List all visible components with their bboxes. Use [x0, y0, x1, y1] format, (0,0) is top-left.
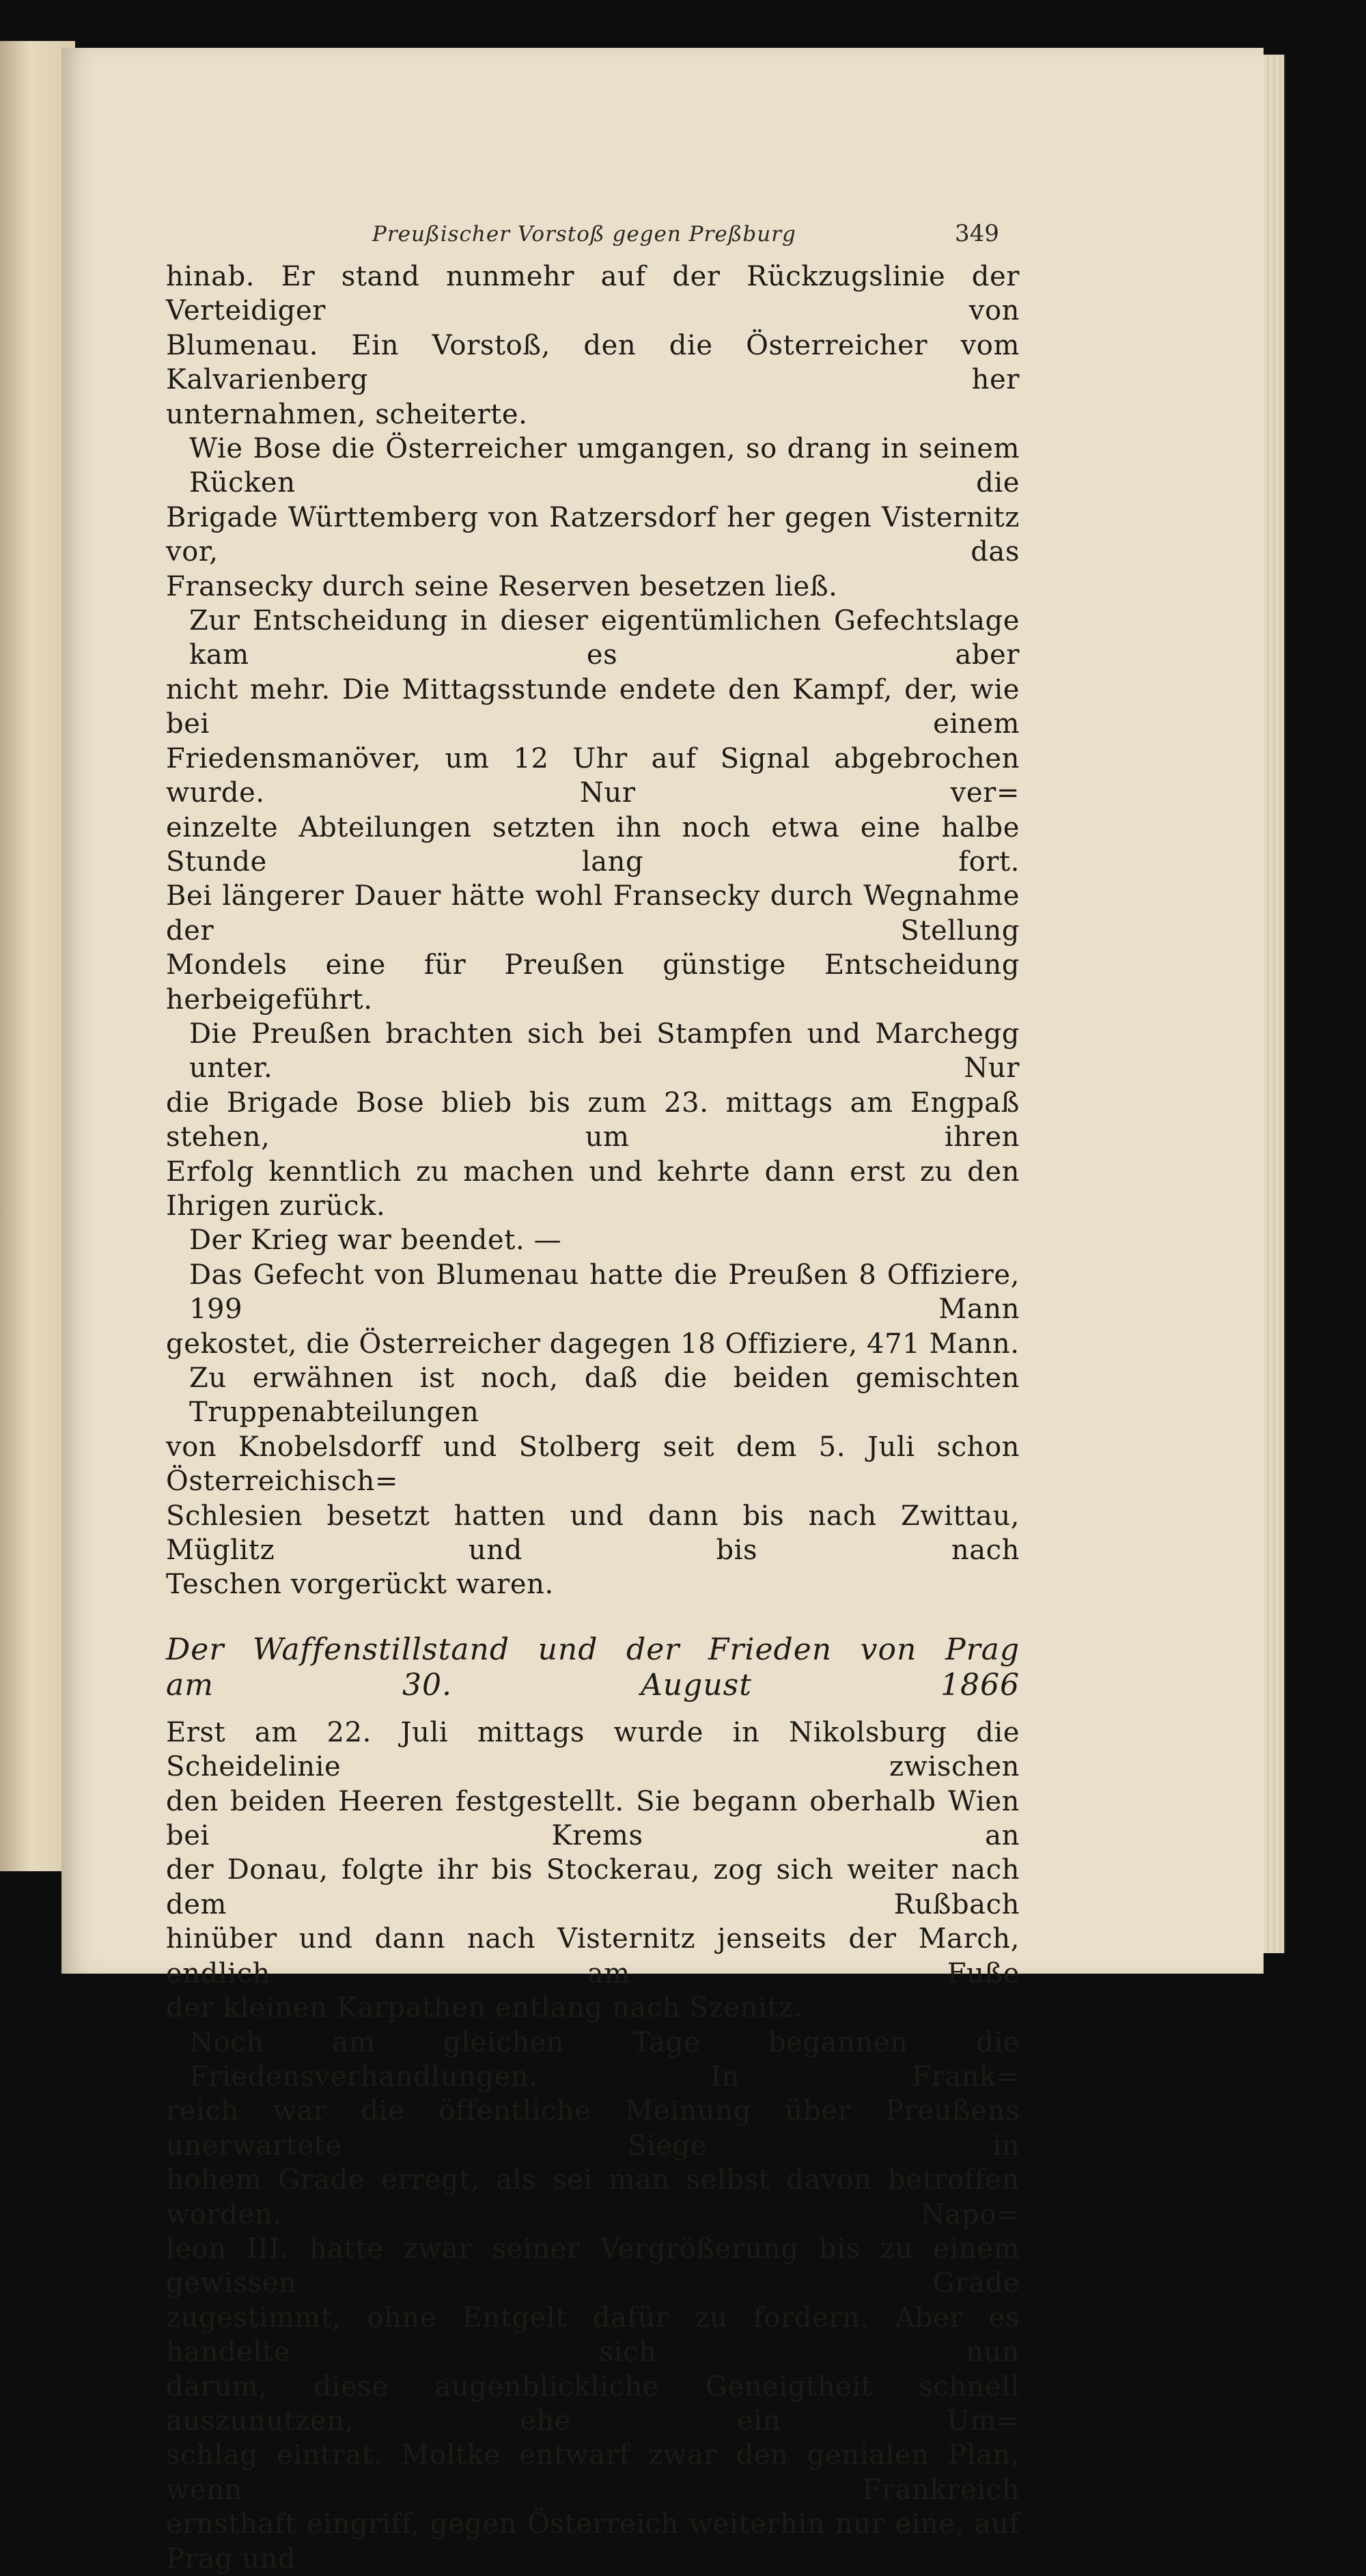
paragraph	[166, 432, 1020, 604]
text-line: gekostet, die Österreicher dagegen 18 Offiziere, 471 Mann.	[166, 1327, 1020, 1361]
section-heading-line-2: am 30. August 1866	[166, 1668, 1020, 1703]
paragraph	[166, 604, 1020, 1017]
text-line: Erfolg kenntlich zu machen und kehrte dann erst zu den Ihrigen zurück.	[166, 1155, 1020, 1224]
paragraph	[166, 2026, 1020, 2576]
paragraph	[166, 1258, 1020, 1361]
text-line: Friedensmanöver, um 12 Uhr auf Signal abgebrochen wurde. Nur ver=	[166, 742, 1020, 811]
text-line: Zur Entscheidung in dieser eigentümlichen Gefechtslage kam es aber	[166, 604, 1020, 673]
text-line: der kleinen Karpathen entlang nach Szenitz.	[166, 1991, 1020, 2025]
text-line: Erst am 22. Juli mittags wurde in Nikolsburg die Scheidelinie zwischen	[166, 1716, 1020, 1784]
text-line: von Knobelsdorff und Stolberg seit dem 5. Juli schon Österreichisch=	[166, 1430, 1020, 1499]
text-line: Brigade Württemberg von Ratzersdorf her gegen Visternitz vor, das	[166, 501, 1020, 570]
text-line: reich war die öffentliche Meinung über Preußens unerwartete Siege in	[166, 2094, 1020, 2163]
text-line: der Donau, folgte ihr bis Stockerau, zog sich weiter nach dem Rußbach	[166, 1853, 1020, 1922]
text-line: darum, diese augenblickliche Geneigtheit schnell auszunutzen, ehe ein Um=	[166, 2370, 1020, 2439]
running-title: Preußischer Vorstoß gegen Preßburg	[372, 222, 796, 247]
paragraph	[166, 1223, 1020, 1257]
text-line: Mondels eine für Preußen günstige Entscheidung herbeigeführt.	[166, 948, 1020, 1017]
paragraph	[166, 260, 1020, 432]
section-two	[166, 1716, 1020, 2576]
text-line: ernsthaft eingriff, gegen Österreich weiterhin nur eine, auf Prag und	[166, 2507, 1020, 2576]
text-line: hinüber und dann nach Visternitz jenseits der March, endlich am Fuße	[166, 1922, 1020, 1991]
text-line: den beiden Heeren festgestellt. Sie begann oberhalb Wien bei Krems an	[166, 1784, 1020, 1853]
text-line: Fransecky durch seine Reserven besetzen ließ.	[166, 570, 1020, 604]
text-line: die Brigade Bose blieb bis zum 23. mittags am Engpaß stehen, um ihren	[166, 1086, 1020, 1155]
text-line: hinab. Er stand nunmehr auf der Rückzugslinie der Verteidiger von	[166, 260, 1020, 328]
paragraph	[166, 1716, 1020, 2026]
text-line: hohem Grade erregt, als sei man selbst davon betroffen worden. Napo=	[166, 2163, 1020, 2232]
section-one	[166, 260, 1020, 1602]
text-line: Schlesien besetzt hatten und dann bis nach Zwittau, Müglitz und bis nach	[166, 1499, 1020, 1568]
section-heading	[166, 1632, 1020, 1703]
text-line: Bei längerer Dauer hätte wohl Fransecky durch Wegnahme der Stellung	[166, 879, 1020, 948]
text-line: schlag eintrat. Moltke entwarf zwar den genialen Plan, wenn Frankreich	[166, 2438, 1020, 2507]
paragraph	[166, 1017, 1020, 1223]
text-line: Die Preußen brachten sich bei Stampfen und Marchegg unter. Nur	[166, 1017, 1020, 1086]
text-line: Zu erwähnen ist noch, daß die beiden gemischten Truppenabteilungen	[166, 1361, 1020, 1430]
text-line: Das Gefecht von Blumenau hatte die Preußen 8 Offiziere, 199 Mann	[166, 1258, 1020, 1327]
text-line: Noch am gleichen Tage begannen die Friedensverhandlungen. In Frank=	[166, 2026, 1020, 2095]
text-line: einzelte Abteilungen setzten ihn noch etwa eine halbe Stunde lang fort.	[166, 811, 1020, 880]
text-line: nicht mehr. Die Mittagsstunde endete den Kampf, der, wie bei einem	[166, 673, 1020, 742]
text-line: leon III. hatte zwar seiner Vergrößerung bis zu einem gewissen Grade	[166, 2232, 1020, 2301]
text-line: zugestimmt, ohne Entgelt dafür zu fordern. Aber es handelte sich nun	[166, 2301, 1020, 2370]
page-body	[166, 260, 1020, 2576]
text-line: Teschen vorgerückt waren.	[166, 1567, 1020, 1601]
text-line: Der Krieg war beendet. —	[166, 1223, 1020, 1257]
text-line: unternahmen, scheiterte.	[166, 397, 1020, 432]
paragraph	[166, 1361, 1020, 1602]
page-number: 349	[955, 220, 999, 247]
text-line: Wie Bose die Österreicher umgangen, so drang in seinem Rücken die	[166, 432, 1020, 501]
text-line: Blumenau. Ein Vorstoß, den die Österreicher vom Kalvarienberg her	[166, 328, 1020, 397]
running-header	[372, 222, 1055, 247]
section-heading-line-1: Der Waffenstillstand und der Frieden von Prag	[166, 1632, 1020, 1668]
